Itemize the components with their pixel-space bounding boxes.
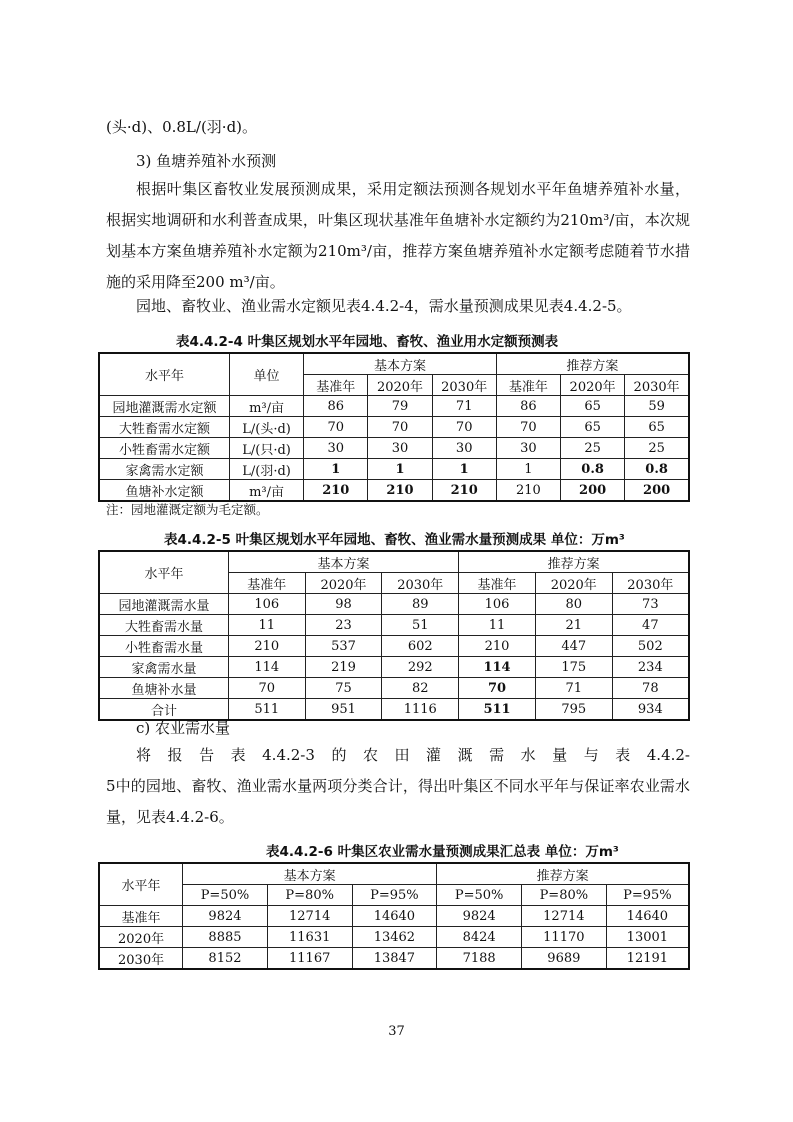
header-year: 水平年 bbox=[99, 863, 183, 906]
cell: 537 bbox=[305, 636, 382, 657]
subheader: 2030年 bbox=[625, 375, 689, 396]
cell: 175 bbox=[535, 657, 612, 678]
subheader: 基准年 bbox=[228, 573, 305, 594]
cell: 200 bbox=[561, 480, 625, 502]
row-label: 合计 bbox=[99, 699, 228, 721]
cell: 511 bbox=[228, 699, 305, 721]
cell: 210 bbox=[368, 480, 432, 502]
row-label: 鱼塘补水定额 bbox=[99, 480, 229, 502]
cell: 9824 bbox=[183, 906, 268, 927]
cell: 11170 bbox=[521, 927, 606, 948]
row-label: 家禽需水量 bbox=[99, 657, 228, 678]
cell: 79 bbox=[368, 396, 432, 417]
cell: 47 bbox=[612, 615, 689, 636]
subheader: P=50% bbox=[183, 885, 268, 906]
cell: 106 bbox=[459, 594, 536, 615]
row-unit: L/(羽·d) bbox=[229, 459, 303, 480]
header-year: 水平年 bbox=[99, 551, 228, 594]
cell: 89 bbox=[382, 594, 459, 615]
cell: 25 bbox=[561, 438, 625, 459]
cell: 30 bbox=[368, 438, 432, 459]
cell: 70 bbox=[368, 417, 432, 438]
cell: 12714 bbox=[267, 906, 352, 927]
subheader: P=50% bbox=[437, 885, 522, 906]
cell: 70 bbox=[432, 417, 496, 438]
cell: 200 bbox=[625, 480, 689, 502]
cell: 12191 bbox=[606, 948, 689, 970]
table-4-note: 注：园地灌溉定额为毛定额。 bbox=[106, 502, 269, 517]
paragraph-agri-summary bbox=[106, 740, 690, 833]
cell: 106 bbox=[228, 594, 305, 615]
subheader: 2020年 bbox=[535, 573, 612, 594]
cell: 502 bbox=[612, 636, 689, 657]
cell: 65 bbox=[561, 396, 625, 417]
table-row bbox=[99, 396, 689, 417]
cell: 11631 bbox=[267, 927, 352, 948]
row-label: 鱼塘补水量 bbox=[99, 678, 228, 699]
table-row bbox=[99, 438, 689, 459]
header-recommended-plan: 推荐方案 bbox=[459, 551, 689, 573]
cell: 14640 bbox=[352, 906, 437, 927]
subheader: P=95% bbox=[606, 885, 689, 906]
cell: 13847 bbox=[352, 948, 437, 970]
cell: 951 bbox=[305, 699, 382, 721]
cell: 0.8 bbox=[561, 459, 625, 480]
cell: 114 bbox=[459, 657, 536, 678]
section-heading-fish-pond: 3) 鱼塘养殖补水预测 bbox=[136, 152, 277, 170]
cell: 234 bbox=[612, 657, 689, 678]
table-row bbox=[99, 927, 689, 948]
cell: 210 bbox=[459, 636, 536, 657]
subheader: 2020年 bbox=[368, 375, 432, 396]
cell: 14640 bbox=[606, 906, 689, 927]
cell: 210 bbox=[432, 480, 496, 502]
table-5-caption: 表4.4.2-5 叶集区规划水平年园地、畜牧、渔业需水量预测成果 单位：万m³ bbox=[164, 532, 625, 548]
paragraph-fish-pond: 根据叶集区畜牧业发展预测成果，采用定额法预测各规划水平年鱼塘养殖补水量，根据实地调研和水利普查成果，叶集区现状基准年鱼塘补水定额约为210m³/亩，本次规划基本方案鱼塘养殖补水定额为210m³/亩，推荐方案鱼塘养殖补水定额考虑随着节水措施的采用降至200 m³/亩。 bbox=[106, 180, 690, 291]
table-row bbox=[99, 594, 689, 615]
cell: 75 bbox=[305, 678, 382, 699]
subheader: 基准年 bbox=[496, 375, 560, 396]
cell: 219 bbox=[305, 657, 382, 678]
cell: 114 bbox=[228, 657, 305, 678]
row-label: 小牲畜需水量 bbox=[99, 636, 228, 657]
subheader: P=95% bbox=[352, 885, 437, 906]
cell: 70 bbox=[228, 678, 305, 699]
cell: 21 bbox=[535, 615, 612, 636]
table-row bbox=[99, 657, 689, 678]
cell: 30 bbox=[304, 438, 368, 459]
cell: 11 bbox=[459, 615, 536, 636]
row-label: 2030年 bbox=[99, 948, 183, 970]
cell: 70 bbox=[304, 417, 368, 438]
paragraph-agri-rest: 5中的园地、畜牧、渔业需水量两项分类合计，得出叶集区不同水平年与保证率农业需水量，见表4.4.2-6。 bbox=[106, 777, 690, 826]
subheader: 2030年 bbox=[612, 573, 689, 594]
section-heading-agri: c) 农业需水量 bbox=[136, 719, 231, 737]
header-unit: 单位 bbox=[229, 353, 303, 396]
header-basic-plan: 基本方案 bbox=[304, 353, 497, 375]
header-recommended-plan: 推荐方案 bbox=[496, 353, 689, 375]
table-row bbox=[99, 948, 689, 970]
table-row bbox=[99, 678, 689, 699]
cell: 65 bbox=[625, 417, 689, 438]
row-label: 大牲畜需水定额 bbox=[99, 417, 229, 438]
paragraph-reference: 园地、畜牧业、渔业需水定额见表4.4.2-4，需水量预测成果见表4.4.2-5。 bbox=[136, 297, 632, 315]
cell: 511 bbox=[459, 699, 536, 721]
cell: 9689 bbox=[521, 948, 606, 970]
cell: 12714 bbox=[521, 906, 606, 927]
subheader: 2020年 bbox=[305, 573, 382, 594]
row-label: 2020年 bbox=[99, 927, 183, 948]
subheader: 2030年 bbox=[382, 573, 459, 594]
subheader: 2030年 bbox=[432, 375, 496, 396]
table-row bbox=[99, 906, 689, 927]
cell: 73 bbox=[612, 594, 689, 615]
cell: 80 bbox=[535, 594, 612, 615]
cell: 0.8 bbox=[625, 459, 689, 480]
row-label: 园地灌溉需水定额 bbox=[99, 396, 229, 417]
subheader: P=80% bbox=[521, 885, 606, 906]
table-row bbox=[99, 459, 689, 480]
cell: 11 bbox=[228, 615, 305, 636]
cell: 30 bbox=[432, 438, 496, 459]
cell: 70 bbox=[496, 417, 560, 438]
cell: 86 bbox=[304, 396, 368, 417]
cell: 13001 bbox=[606, 927, 689, 948]
text-line-continuation: (头·d)、0.8L/(羽·d)。 bbox=[106, 118, 258, 136]
cell: 8885 bbox=[183, 927, 268, 948]
cell: 795 bbox=[535, 699, 612, 721]
cell: 51 bbox=[382, 615, 459, 636]
cell: 1 bbox=[304, 459, 368, 480]
cell: 602 bbox=[382, 636, 459, 657]
cell: 30 bbox=[496, 438, 560, 459]
cell: 78 bbox=[612, 678, 689, 699]
cell: 210 bbox=[496, 480, 560, 502]
header-basic-plan: 基本方案 bbox=[183, 863, 437, 885]
cell: 7188 bbox=[437, 948, 522, 970]
row-label: 小牲畜需水定额 bbox=[99, 438, 229, 459]
table-row bbox=[99, 636, 689, 657]
row-label: 家禽需水定额 bbox=[99, 459, 229, 480]
row-unit: m³/亩 bbox=[229, 480, 303, 502]
subheader: 基准年 bbox=[304, 375, 368, 396]
table-row bbox=[99, 615, 689, 636]
table-5-demand bbox=[98, 550, 690, 721]
cell: 9824 bbox=[437, 906, 522, 927]
row-unit: L/(头·d) bbox=[229, 417, 303, 438]
page-number: 37 bbox=[388, 1024, 405, 1039]
cell: 98 bbox=[305, 594, 382, 615]
cell: 210 bbox=[228, 636, 305, 657]
cell: 8152 bbox=[183, 948, 268, 970]
cell: 292 bbox=[382, 657, 459, 678]
table-row bbox=[99, 480, 689, 502]
paragraph-agri-line1: 将报告表4.4.2-3的农田灌溉需水量与表4.4.2- bbox=[136, 746, 690, 764]
header-recommended-plan: 推荐方案 bbox=[437, 863, 689, 885]
row-label: 基准年 bbox=[99, 906, 183, 927]
header-year: 水平年 bbox=[99, 353, 229, 396]
cell: 70 bbox=[459, 678, 536, 699]
row-unit: L/(只·d) bbox=[229, 438, 303, 459]
row-label: 大牲畜需水量 bbox=[99, 615, 228, 636]
cell: 25 bbox=[625, 438, 689, 459]
table-4-quota bbox=[98, 352, 690, 502]
header-basic-plan: 基本方案 bbox=[228, 551, 458, 573]
cell: 86 bbox=[496, 396, 560, 417]
cell: 934 bbox=[612, 699, 689, 721]
cell: 82 bbox=[382, 678, 459, 699]
cell: 59 bbox=[625, 396, 689, 417]
cell: 447 bbox=[535, 636, 612, 657]
subheader: P=80% bbox=[267, 885, 352, 906]
cell: 210 bbox=[304, 480, 368, 502]
row-unit: m³/亩 bbox=[229, 396, 303, 417]
cell: 1 bbox=[368, 459, 432, 480]
table-row bbox=[99, 417, 689, 438]
cell: 1 bbox=[432, 459, 496, 480]
cell: 11167 bbox=[267, 948, 352, 970]
cell: 65 bbox=[561, 417, 625, 438]
cell: 71 bbox=[535, 678, 612, 699]
table-6-agri-demand bbox=[98, 862, 690, 970]
cell: 8424 bbox=[437, 927, 522, 948]
cell: 13462 bbox=[352, 927, 437, 948]
table-4-caption: 表4.4.2-4 叶集区规划水平年园地、畜牧、渔业用水定额预测表 bbox=[176, 334, 559, 350]
cell: 71 bbox=[432, 396, 496, 417]
cell: 1116 bbox=[382, 699, 459, 721]
row-label: 园地灌溉需水量 bbox=[99, 594, 228, 615]
cell: 23 bbox=[305, 615, 382, 636]
table-row-total bbox=[99, 699, 689, 721]
table-6-caption: 表4.4.2-6 叶集区农业需水量预测成果汇总表 单位：万m³ bbox=[266, 844, 619, 860]
subheader: 2020年 bbox=[561, 375, 625, 396]
subheader: 基准年 bbox=[459, 573, 536, 594]
cell: 1 bbox=[496, 459, 560, 480]
